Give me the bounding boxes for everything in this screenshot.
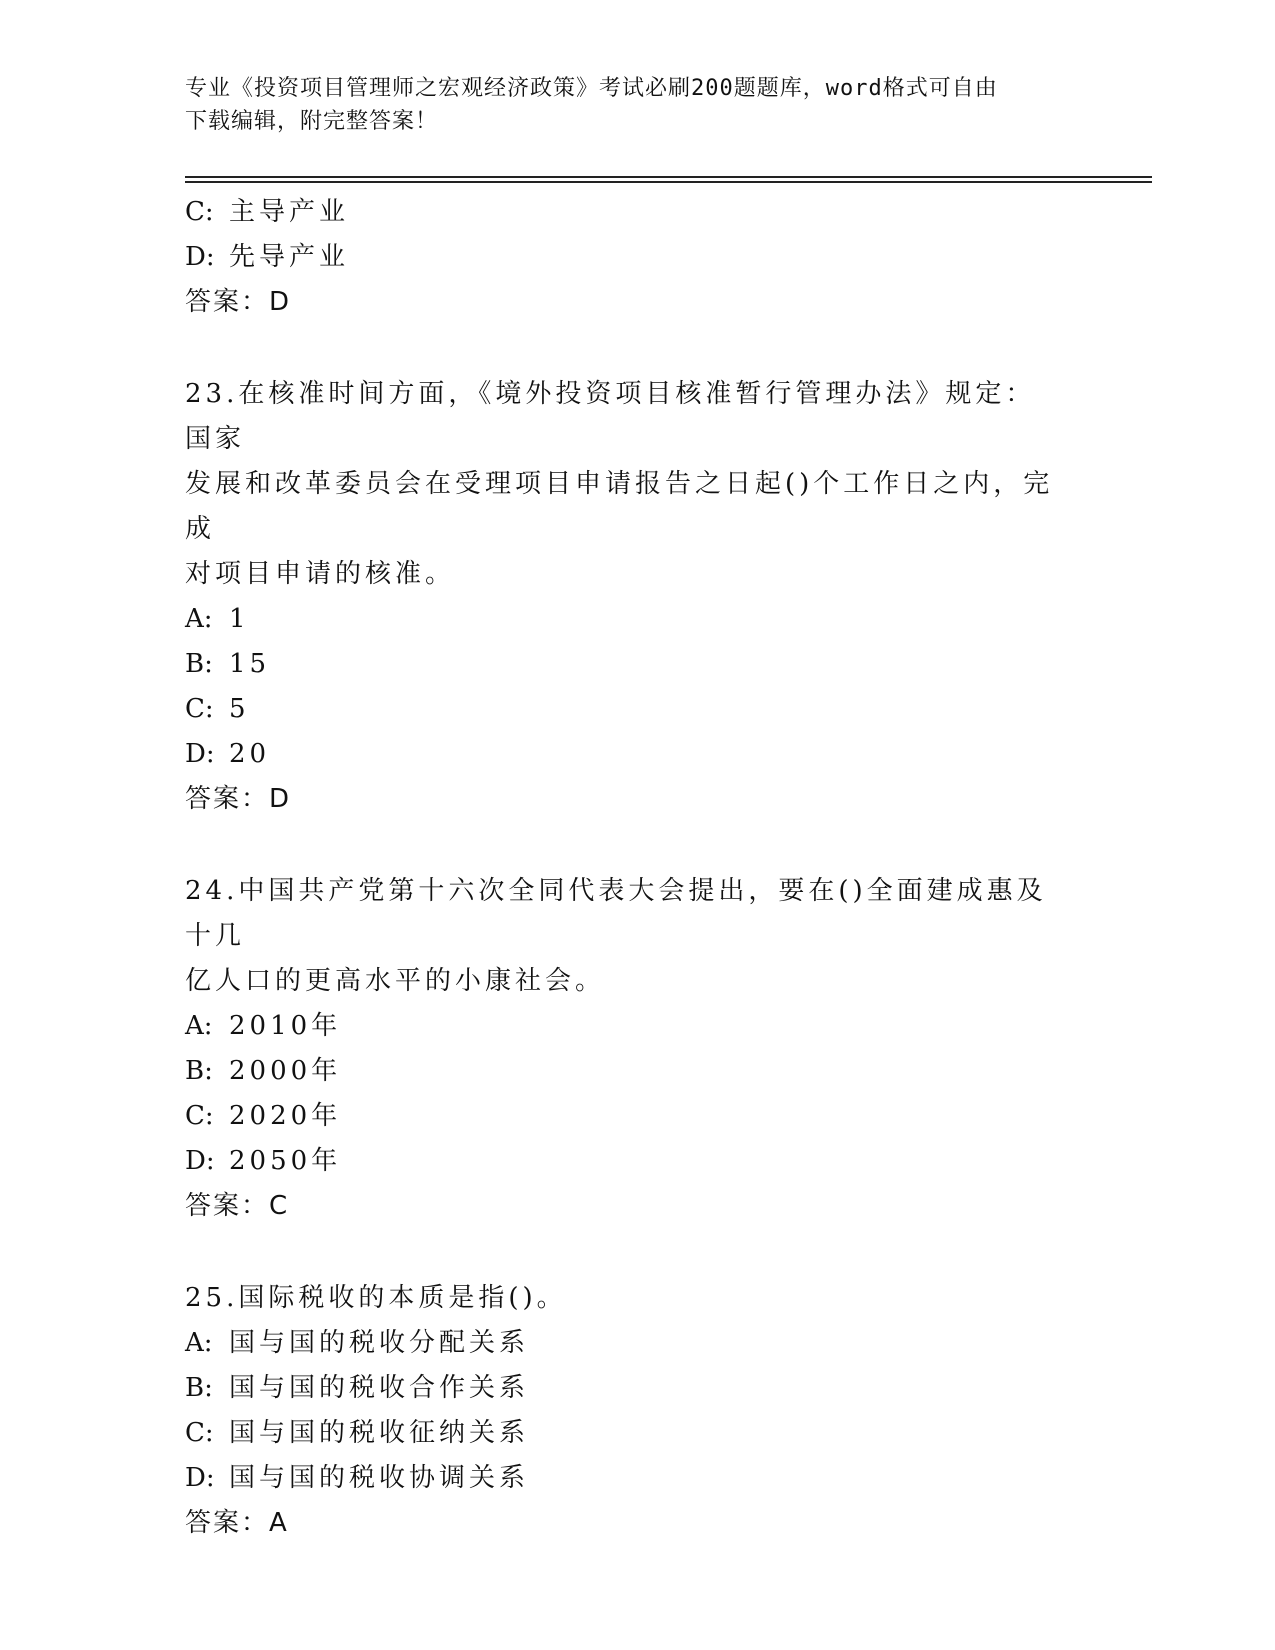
- option-text: 国与国的税收征纳关系: [229, 1418, 530, 1448]
- option-text: 国与国的税收分配关系: [229, 1328, 530, 1358]
- question-text: [185, 869, 1065, 1004]
- option-label: D:: [185, 1463, 215, 1493]
- option-text: 20: [229, 739, 271, 769]
- option-label: C:: [185, 1418, 214, 1448]
- option-text: 1: [229, 604, 250, 634]
- question-25: [185, 1276, 1085, 1546]
- option-label: B:: [185, 1373, 213, 1403]
- question-text: [185, 372, 1065, 597]
- option-text: 2020年: [229, 1101, 342, 1131]
- question-content: [185, 190, 1085, 1546]
- option-text: 2050年: [229, 1146, 342, 1176]
- option-label: A:: [185, 1011, 213, 1041]
- option-a: [185, 1004, 1085, 1049]
- question-23: [185, 372, 1085, 822]
- question-line: 亿人口的更高水平的小康社会。: [185, 966, 606, 996]
- option-text: 先导产业: [229, 242, 350, 272]
- question-text: [185, 1276, 1065, 1321]
- answer-line: 答案：C: [185, 1191, 290, 1221]
- option-b: [185, 1366, 1085, 1411]
- question-line: 发展和改革委员会在受理项目申请报告之日起()个工作日之内，完成: [185, 469, 1054, 544]
- header-line-2: 下载编辑，附完整答案！: [185, 109, 439, 134]
- header-divider-bottom: [185, 181, 1152, 183]
- option-label: B:: [185, 1056, 213, 1086]
- question-24: [185, 869, 1085, 1229]
- option-a: [185, 1321, 1085, 1366]
- question-line: 对项目申请的核准。: [185, 559, 456, 589]
- header-divider-top: [185, 176, 1152, 178]
- option-label: C:: [185, 694, 214, 724]
- option-text: 主导产业: [229, 197, 350, 227]
- option-label: A:: [185, 1328, 213, 1358]
- option-label: B:: [185, 649, 213, 679]
- answer-line: 答案：D: [185, 287, 292, 317]
- option-label: D:: [185, 242, 215, 272]
- question-line: 23.在核准时间方面，《境外投资项目核准暂行管理办法》规定：国家: [185, 379, 1036, 454]
- option-d: [185, 732, 1085, 777]
- partial-question: [185, 190, 1085, 325]
- option-c: [185, 687, 1085, 732]
- option-text: 国与国的税收协调关系: [229, 1463, 530, 1493]
- option-c: [185, 190, 1085, 235]
- option-label: D:: [185, 1146, 215, 1176]
- question-line: 24.中国共产党第十六次全同代表大会提出，要在()全面建成惠及十几: [185, 876, 1047, 951]
- option-label: C:: [185, 197, 214, 227]
- option-c: [185, 1094, 1085, 1139]
- option-text: 国与国的税收合作关系: [229, 1373, 530, 1403]
- answer-line: 答案：D: [185, 784, 292, 814]
- question-line: 25.国际税收的本质是指()。: [185, 1283, 567, 1313]
- option-d: [185, 1456, 1085, 1501]
- header-line-1: 专业《投资项目管理师之宏观经济政策》考试必刷200题题库，word格式可自由: [185, 76, 998, 101]
- option-label: C:: [185, 1101, 214, 1131]
- document-header: [185, 72, 1085, 138]
- option-text: 15: [229, 649, 271, 679]
- option-d: [185, 1139, 1085, 1184]
- option-a: [185, 597, 1085, 642]
- option-label: D:: [185, 739, 215, 769]
- option-text: 5: [229, 694, 250, 724]
- option-b: [185, 1049, 1085, 1094]
- option-b: [185, 642, 1085, 687]
- answer-line: 答案：A: [185, 1508, 289, 1538]
- option-d: [185, 235, 1085, 280]
- option-text: 2010年: [229, 1011, 342, 1041]
- option-c: [185, 1411, 1085, 1456]
- option-label: A:: [185, 604, 213, 634]
- option-text: 2000年: [229, 1056, 342, 1086]
